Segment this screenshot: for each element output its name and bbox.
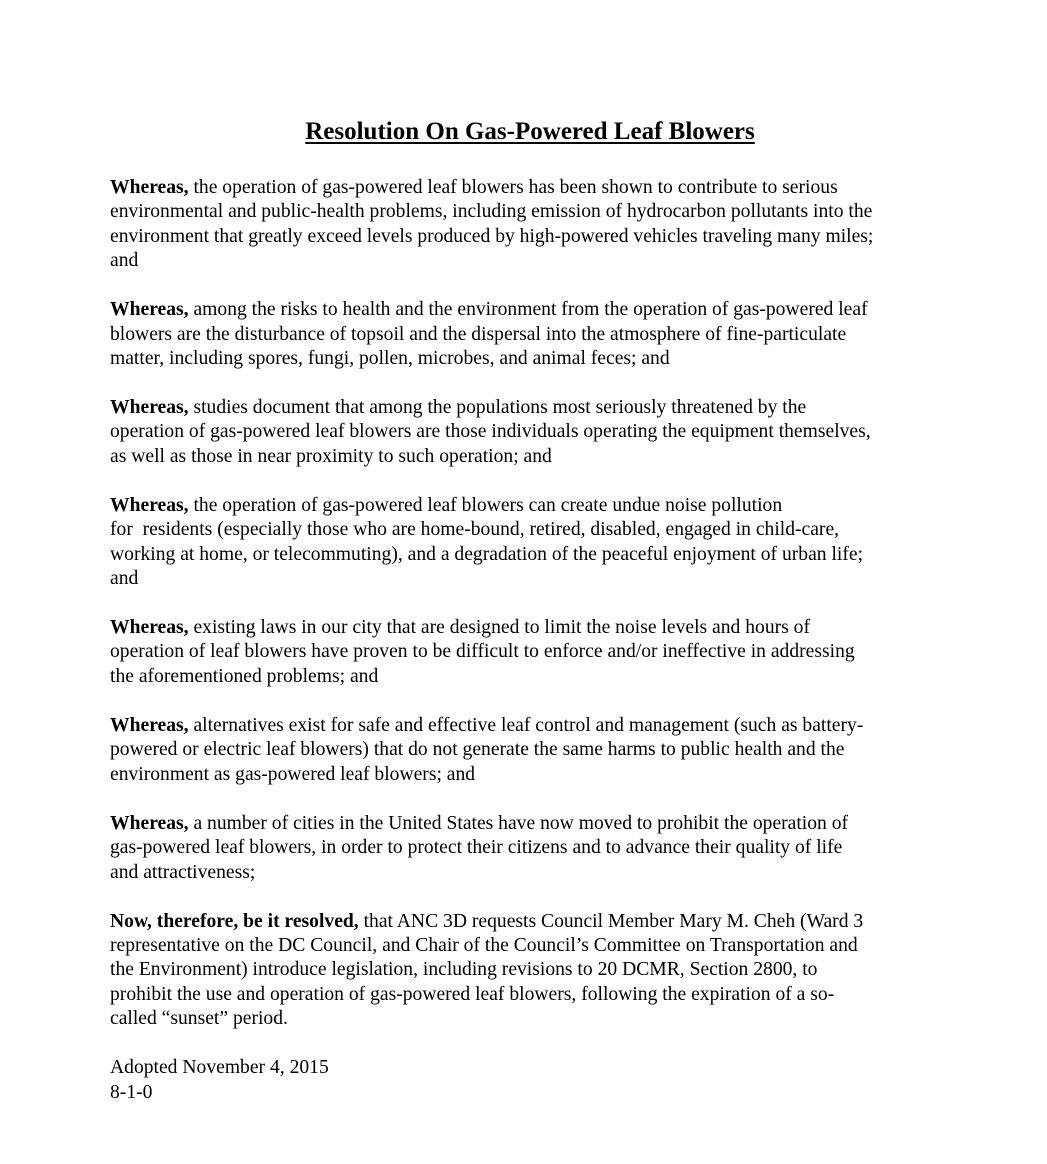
paragraph-line: powered or electric leaf blowers) that do not generate the same harms to public health and the [110,739,845,761]
paragraph-line: and [110,250,139,272]
whereas-paragraph [110,494,950,592]
paragraph-line: environment that greatly exceed levels produced by high-powered vehicles traveling many miles; [110,225,874,247]
document-title: Resolution On Gas-Powered Leaf Blowers [305,118,755,145]
paragraph-lead: Whereas, [110,397,189,419]
whereas-paragraph [110,396,950,469]
paragraph-lead: Whereas, [110,812,189,834]
paragraph-line: for residents (especially those who are home-bound, retired, disabled, engaged in child-care, [110,519,840,541]
paragraph-line: environment as gas-powered leaf blowers; and [110,763,476,785]
paragraph-line: the aforementioned problems; and [110,665,379,687]
paragraph-lead: Whereas, [110,177,189,198]
paragraph-line: and [110,568,139,590]
whereas-paragraph [110,812,950,885]
paragraph-line: and attractiveness; [110,861,256,883]
paragraph-line: existing laws in our city that are designed to limit the noise levels and hours of [188,617,810,639]
adoption-block [110,1056,950,1105]
paragraph-lead: Whereas, [110,494,189,516]
resolved-paragraph [110,910,950,1032]
whereas-paragraph [110,616,950,689]
paragraph-line: the operation of gas-powered leaf blowers can create undue noise pollution [188,494,783,516]
whereas-paragraph [110,714,950,787]
paragraph-line: called “sunset” period. [110,1008,288,1030]
vote-tally: 8-1-0 [110,1081,153,1103]
paragraph-line: blowers are the disturbance of topsoil and the dispersal into the atmosphere of fine-particulate [110,323,847,345]
paragraph-line: that ANC 3D requests Council Member Mary M. Cheh (Ward 3 [358,910,864,932]
paragraph-line: representative on the DC Council, and Chair of the Council’s Committee on Transportation and [110,934,858,956]
paragraph-line: operation of leaf blowers have proven to be difficult to enforce and/or ineffective in addressing [110,641,855,663]
paragraph-line: matter, including spores, fungi, pollen, microbes, and animal feces; and [110,348,670,370]
paragraph-line: studies document that among the populations most seriously threatened by the [188,397,807,419]
paragraph-line: alternatives exist for safe and effective leaf control and management (such as battery- [188,714,864,736]
paragraph-line: as well as those in near proximity to such operation; and [110,445,552,467]
paragraph-lead: Whereas, [110,299,189,321]
resolution-document [110,116,950,1105]
paragraph-line: the operation of gas-powered leaf blowers has been shown to contribute to serious [188,177,838,198]
whereas-paragraph [110,176,950,274]
paragraph-line: the Environment) introduce legislation, including revisions to 20 DCMR, Section 2800, to [110,959,818,981]
paragraph-line: gas-powered leaf blowers, in order to protect their citizens and to advance their quality of life [110,837,843,859]
paragraph-line: prohibit the use and operation of gas-powered leaf blowers, following the expiration of a so- [110,983,835,1005]
paragraph-lead: Whereas, [110,617,189,639]
paragraph-lead: Whereas, [110,714,189,736]
paragraph-line: working at home, or telecommuting), and a degradation of the peaceful enjoyment of urban life; [110,543,864,565]
paragraph-line: among the risks to health and the environment from the operation of gas-powered leaf [188,299,868,321]
paragraph-lead: Now, therefore, be it resolved, [110,910,359,932]
whereas-paragraph [110,298,950,371]
paragraph-line: operation of gas-powered leaf blowers are those individuals operating the equipment themselves, [110,421,871,443]
adopted-date: Adopted November 4, 2015 [110,1057,329,1079]
paragraph-line: environmental and public-health problems, including emission of hydrocarbon pollutants into the [110,201,873,223]
paragraph-line: a number of cities in the United States have now moved to prohibit the operation of [188,812,849,834]
